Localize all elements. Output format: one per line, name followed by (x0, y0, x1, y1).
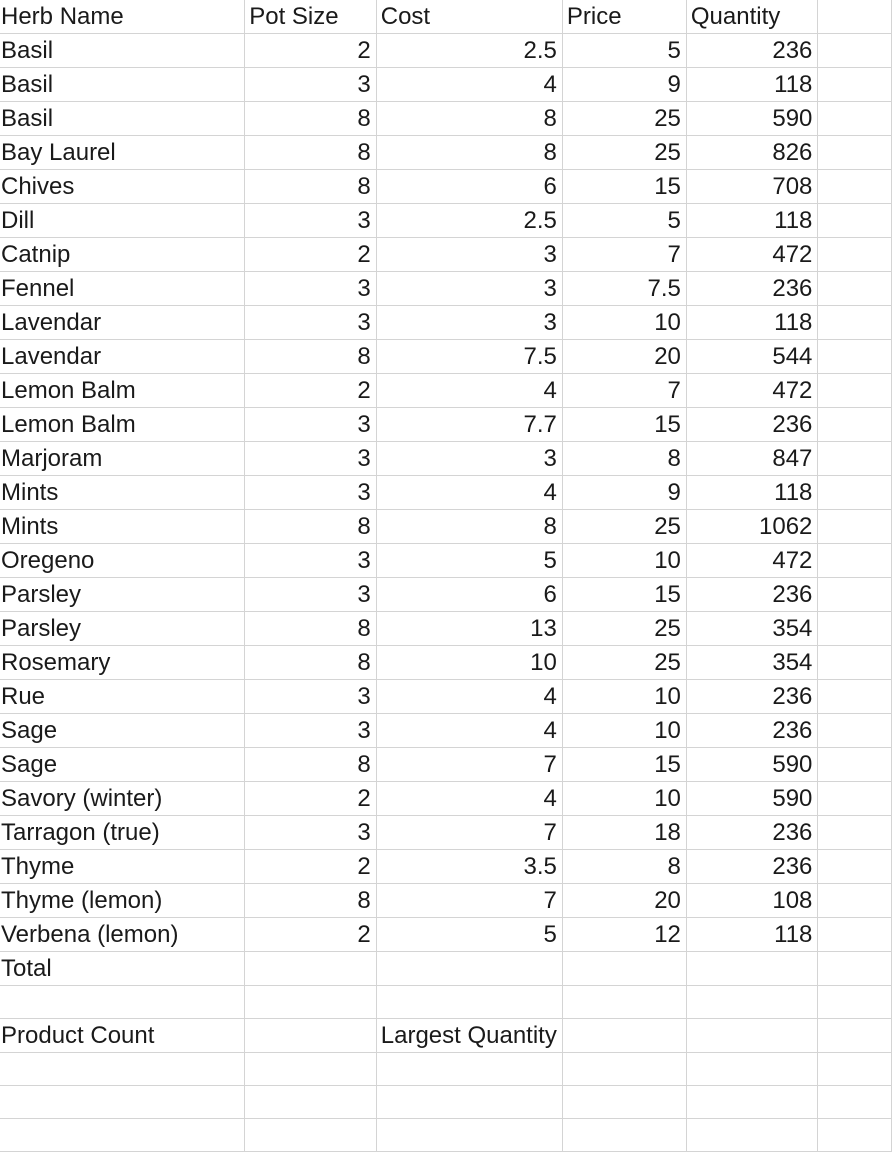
quantity-cell[interactable]: 544 (686, 340, 818, 374)
table-row (0, 510, 892, 544)
empty-cell[interactable] (818, 952, 892, 986)
price-cell[interactable]: 9 (562, 476, 686, 510)
quantity-cell[interactable]: 472 (686, 544, 818, 578)
pot-size-cell[interactable]: 3 (245, 680, 377, 714)
price-cell[interactable]: 20 (562, 884, 686, 918)
empty-cell[interactable] (686, 952, 818, 986)
cost-cell[interactable]: 4 (376, 374, 562, 408)
empty-cell[interactable] (376, 1119, 562, 1152)
empty-cell[interactable] (818, 544, 892, 578)
herb-name-cell[interactable]: Basil (0, 34, 245, 68)
table-row (0, 1119, 892, 1152)
empty-cell[interactable] (245, 1053, 377, 1086)
cost-cell[interactable]: 4 (376, 714, 562, 748)
quantity-cell[interactable]: 108 (686, 884, 818, 918)
price-cell[interactable]: 15 (562, 578, 686, 612)
empty-cell[interactable] (562, 952, 686, 986)
quantity-cell[interactable]: 826 (686, 136, 818, 170)
empty-cell[interactable] (0, 986, 245, 1019)
quantity-cell[interactable]: 236 (686, 816, 818, 850)
cost-cell[interactable]: 3 (376, 306, 562, 340)
cost-cell[interactable]: 8 (376, 102, 562, 136)
header-cost[interactable]: Cost (376, 0, 562, 34)
price-cell[interactable]: 9 (562, 68, 686, 102)
pot-size-cell[interactable]: 2 (245, 850, 377, 884)
empty-cell[interactable] (376, 1086, 562, 1119)
price-cell[interactable]: 15 (562, 408, 686, 442)
pot-size-cell[interactable]: 3 (245, 476, 377, 510)
table-row (0, 646, 892, 680)
herb-name-cell[interactable]: Catnip (0, 238, 245, 272)
empty-cell[interactable] (818, 850, 892, 884)
empty-cell[interactable] (818, 442, 892, 476)
price-cell[interactable]: 10 (562, 680, 686, 714)
empty-cell[interactable] (818, 510, 892, 544)
pot-size-cell[interactable]: 2 (245, 918, 377, 952)
header-price[interactable]: Price (562, 0, 686, 34)
pot-size-cell[interactable]: 3 (245, 544, 377, 578)
pot-size-cell[interactable]: 8 (245, 170, 377, 204)
header-quantity[interactable]: Quantity (686, 0, 818, 34)
cost-cell[interactable]: 5 (376, 544, 562, 578)
pot-size-cell[interactable]: 3 (245, 306, 377, 340)
empty-cell[interactable] (245, 1119, 377, 1152)
cost-cell[interactable]: 7 (376, 884, 562, 918)
empty-cell[interactable] (818, 612, 892, 646)
empty-cell[interactable] (686, 1119, 818, 1152)
quantity-cell[interactable]: 236 (686, 850, 818, 884)
price-cell[interactable]: 25 (562, 646, 686, 680)
empty-cell[interactable] (686, 1086, 818, 1119)
herb-name-cell[interactable]: Marjoram (0, 442, 245, 476)
empty-cell[interactable] (818, 1053, 892, 1086)
herb-name-cell[interactable]: Lavendar (0, 340, 245, 374)
largest-quantity-label[interactable]: Largest Quantity (376, 1019, 562, 1053)
table-row (0, 340, 892, 374)
empty-cell[interactable] (818, 578, 892, 612)
empty-cell[interactable] (818, 34, 892, 68)
empty-cell[interactable] (818, 782, 892, 816)
price-cell[interactable]: 5 (562, 204, 686, 238)
table-row (0, 544, 892, 578)
price-cell[interactable]: 5 (562, 34, 686, 68)
empty-cell[interactable] (245, 1019, 377, 1053)
cost-cell[interactable]: 3.5 (376, 850, 562, 884)
empty-cell[interactable] (818, 1019, 892, 1053)
pot-size-cell[interactable]: 8 (245, 102, 377, 136)
table-row (0, 884, 892, 918)
quantity-cell[interactable]: 118 (686, 306, 818, 340)
herb-name-cell[interactable]: Sage (0, 748, 245, 782)
pot-size-cell[interactable]: 3 (245, 816, 377, 850)
herb-name-cell[interactable]: Chives (0, 170, 245, 204)
quantity-cell[interactable]: 236 (686, 34, 818, 68)
herb-name-cell[interactable]: Oregeno (0, 544, 245, 578)
header-herb-name[interactable]: Herb Name (0, 0, 245, 34)
empty-cell[interactable] (562, 1053, 686, 1086)
herb-name-cell[interactable]: Lemon Balm (0, 374, 245, 408)
empty-cell[interactable] (686, 1019, 818, 1053)
pot-size-cell[interactable]: 3 (245, 68, 377, 102)
herb-name-cell[interactable]: Sage (0, 714, 245, 748)
cost-cell[interactable]: 7.7 (376, 408, 562, 442)
price-cell[interactable]: 10 (562, 782, 686, 816)
empty-cell[interactable] (376, 986, 562, 1019)
pot-size-cell[interactable]: 8 (245, 748, 377, 782)
table-row (0, 952, 892, 986)
quantity-cell[interactable]: 118 (686, 918, 818, 952)
cost-cell[interactable]: 8 (376, 136, 562, 170)
empty-cell[interactable] (562, 1119, 686, 1152)
cost-cell[interactable]: 13 (376, 612, 562, 646)
quantity-cell[interactable]: 236 (686, 578, 818, 612)
empty-cell[interactable] (818, 136, 892, 170)
quantity-cell[interactable]: 590 (686, 782, 818, 816)
quantity-cell[interactable]: 118 (686, 476, 818, 510)
cost-cell[interactable]: 7.5 (376, 340, 562, 374)
empty-cell[interactable] (245, 1086, 377, 1119)
empty-cell[interactable] (686, 1053, 818, 1086)
quantity-cell[interactable]: 354 (686, 646, 818, 680)
table-row (0, 1019, 892, 1053)
price-cell[interactable]: 7 (562, 238, 686, 272)
cost-cell[interactable]: 6 (376, 170, 562, 204)
empty-cell[interactable] (818, 748, 892, 782)
table-row (0, 34, 892, 68)
herb-name-cell[interactable]: Basil (0, 102, 245, 136)
table-row (0, 612, 892, 646)
price-cell[interactable]: 25 (562, 136, 686, 170)
empty-cell[interactable] (562, 1019, 686, 1053)
pot-size-cell[interactable]: 3 (245, 442, 377, 476)
quantity-cell[interactable]: 472 (686, 238, 818, 272)
pot-size-cell[interactable]: 2 (245, 238, 377, 272)
quantity-cell[interactable]: 354 (686, 612, 818, 646)
pot-size-cell[interactable]: 2 (245, 782, 377, 816)
herb-name-cell[interactable]: Thyme (lemon) (0, 884, 245, 918)
quantity-cell[interactable]: 590 (686, 102, 818, 136)
herb-name-cell[interactable]: Mints (0, 510, 245, 544)
empty-cell[interactable] (818, 816, 892, 850)
table-row (0, 408, 892, 442)
herb-name-cell[interactable]: Verbena (lemon) (0, 918, 245, 952)
table-row (0, 204, 892, 238)
header-row (0, 0, 892, 34)
empty-cell[interactable] (818, 306, 892, 340)
quantity-cell[interactable]: 236 (686, 714, 818, 748)
cost-cell[interactable]: 4 (376, 68, 562, 102)
herb-name-cell[interactable]: Dill (0, 204, 245, 238)
cost-cell[interactable]: 2.5 (376, 34, 562, 68)
empty-cell[interactable] (818, 340, 892, 374)
total-label[interactable]: Total (0, 952, 245, 986)
cost-cell[interactable]: 3 (376, 238, 562, 272)
cost-cell[interactable]: 3 (376, 442, 562, 476)
empty-cell[interactable] (818, 204, 892, 238)
empty-cell[interactable] (818, 476, 892, 510)
price-cell[interactable]: 10 (562, 544, 686, 578)
quantity-cell[interactable]: 1062 (686, 510, 818, 544)
empty-cell[interactable] (0, 1119, 245, 1152)
table-row (0, 170, 892, 204)
empty-cell[interactable] (376, 952, 562, 986)
quantity-cell[interactable]: 236 (686, 408, 818, 442)
empty-cell[interactable] (0, 1053, 245, 1086)
price-cell[interactable]: 12 (562, 918, 686, 952)
pot-size-cell[interactable]: 8 (245, 340, 377, 374)
table-row (0, 782, 892, 816)
empty-cell[interactable] (818, 374, 892, 408)
cost-cell[interactable]: 4 (376, 476, 562, 510)
quantity-cell[interactable]: 708 (686, 170, 818, 204)
empty-cell[interactable] (0, 1086, 245, 1119)
table-row (0, 918, 892, 952)
empty-cell[interactable] (818, 680, 892, 714)
herb-name-cell[interactable]: Basil (0, 68, 245, 102)
pot-size-cell[interactable]: 8 (245, 136, 377, 170)
table-row (0, 476, 892, 510)
herb-name-cell[interactable]: Bay Laurel (0, 136, 245, 170)
empty-cell[interactable] (376, 1053, 562, 1086)
herb-name-cell[interactable]: Lavendar (0, 306, 245, 340)
table-row (0, 374, 892, 408)
quantity-cell[interactable]: 472 (686, 374, 818, 408)
herb-name-cell[interactable]: Thyme (0, 850, 245, 884)
price-cell[interactable]: 25 (562, 510, 686, 544)
empty-cell[interactable] (818, 0, 892, 34)
herb-name-cell[interactable]: Fennel (0, 272, 245, 306)
price-cell[interactable]: 15 (562, 170, 686, 204)
price-cell[interactable]: 25 (562, 102, 686, 136)
table-row (0, 238, 892, 272)
herb-name-cell[interactable]: Savory (winter) (0, 782, 245, 816)
quantity-cell[interactable]: 118 (686, 68, 818, 102)
empty-cell[interactable] (818, 918, 892, 952)
table-row (0, 680, 892, 714)
cost-cell[interactable]: 2.5 (376, 204, 562, 238)
herb-name-cell[interactable]: Parsley (0, 578, 245, 612)
cost-cell[interactable]: 3 (376, 272, 562, 306)
table-row (0, 748, 892, 782)
quantity-cell[interactable]: 236 (686, 680, 818, 714)
empty-cell[interactable] (562, 986, 686, 1019)
herb-name-cell[interactable]: Tarragon (true) (0, 816, 245, 850)
price-cell[interactable]: 7 (562, 374, 686, 408)
table-row (0, 850, 892, 884)
table-row (0, 1053, 892, 1086)
table-row (0, 136, 892, 170)
empty-cell[interactable] (818, 68, 892, 102)
table-row (0, 68, 892, 102)
cost-cell[interactable]: 4 (376, 782, 562, 816)
quantity-cell[interactable]: 236 (686, 272, 818, 306)
pot-size-cell[interactable]: 3 (245, 204, 377, 238)
herb-name-cell[interactable]: Lemon Balm (0, 408, 245, 442)
herb-name-cell[interactable]: Rosemary (0, 646, 245, 680)
empty-cell[interactable] (818, 714, 892, 748)
price-cell[interactable]: 18 (562, 816, 686, 850)
empty-cell[interactable] (686, 986, 818, 1019)
herb-name-cell[interactable]: Rue (0, 680, 245, 714)
empty-cell[interactable] (818, 272, 892, 306)
price-cell[interactable]: 10 (562, 714, 686, 748)
table-row (0, 306, 892, 340)
cost-cell[interactable]: 4 (376, 680, 562, 714)
price-cell[interactable]: 25 (562, 612, 686, 646)
pot-size-cell[interactable]: 3 (245, 272, 377, 306)
quantity-cell[interactable]: 590 (686, 748, 818, 782)
pot-size-cell[interactable]: 8 (245, 612, 377, 646)
table-row (0, 578, 892, 612)
empty-cell[interactable] (818, 884, 892, 918)
cost-cell[interactable]: 6 (376, 578, 562, 612)
empty-cell[interactable] (245, 952, 377, 986)
empty-cell[interactable] (818, 102, 892, 136)
empty-cell[interactable] (818, 1119, 892, 1152)
empty-cell[interactable] (818, 408, 892, 442)
empty-cell[interactable] (818, 170, 892, 204)
product-count-label[interactable]: Product Count (0, 1019, 245, 1053)
pot-size-cell[interactable]: 2 (245, 34, 377, 68)
price-cell[interactable]: 7.5 (562, 272, 686, 306)
pot-size-cell[interactable]: 8 (245, 884, 377, 918)
quantity-cell[interactable]: 847 (686, 442, 818, 476)
empty-cell[interactable] (818, 986, 892, 1019)
price-cell[interactable]: 8 (562, 442, 686, 476)
pot-size-cell[interactable]: 3 (245, 408, 377, 442)
table-row (0, 1086, 892, 1119)
cost-cell[interactable]: 7 (376, 816, 562, 850)
empty-cell[interactable] (818, 238, 892, 272)
table-row (0, 714, 892, 748)
pot-size-cell[interactable]: 2 (245, 374, 377, 408)
table-row (0, 442, 892, 476)
cost-cell[interactable]: 7 (376, 748, 562, 782)
pot-size-cell[interactable]: 3 (245, 714, 377, 748)
price-cell[interactable]: 15 (562, 748, 686, 782)
price-cell[interactable]: 20 (562, 340, 686, 374)
header-pot-size[interactable]: Pot Size (245, 0, 377, 34)
empty-cell[interactable] (818, 1086, 892, 1119)
pot-size-cell[interactable]: 8 (245, 510, 377, 544)
table-row (0, 272, 892, 306)
price-cell[interactable]: 8 (562, 850, 686, 884)
table-row (0, 986, 892, 1019)
price-cell[interactable]: 10 (562, 306, 686, 340)
herb-name-cell[interactable]: Parsley (0, 612, 245, 646)
pot-size-cell[interactable]: 3 (245, 578, 377, 612)
empty-cell[interactable] (818, 646, 892, 680)
herb-name-cell[interactable]: Mints (0, 476, 245, 510)
empty-cell[interactable] (562, 1086, 686, 1119)
table-row (0, 816, 892, 850)
empty-cell[interactable] (245, 986, 377, 1019)
cost-cell[interactable]: 5 (376, 918, 562, 952)
pot-size-cell[interactable]: 8 (245, 646, 377, 680)
cost-cell[interactable]: 10 (376, 646, 562, 680)
table-row (0, 102, 892, 136)
quantity-cell[interactable]: 118 (686, 204, 818, 238)
cost-cell[interactable]: 8 (376, 510, 562, 544)
